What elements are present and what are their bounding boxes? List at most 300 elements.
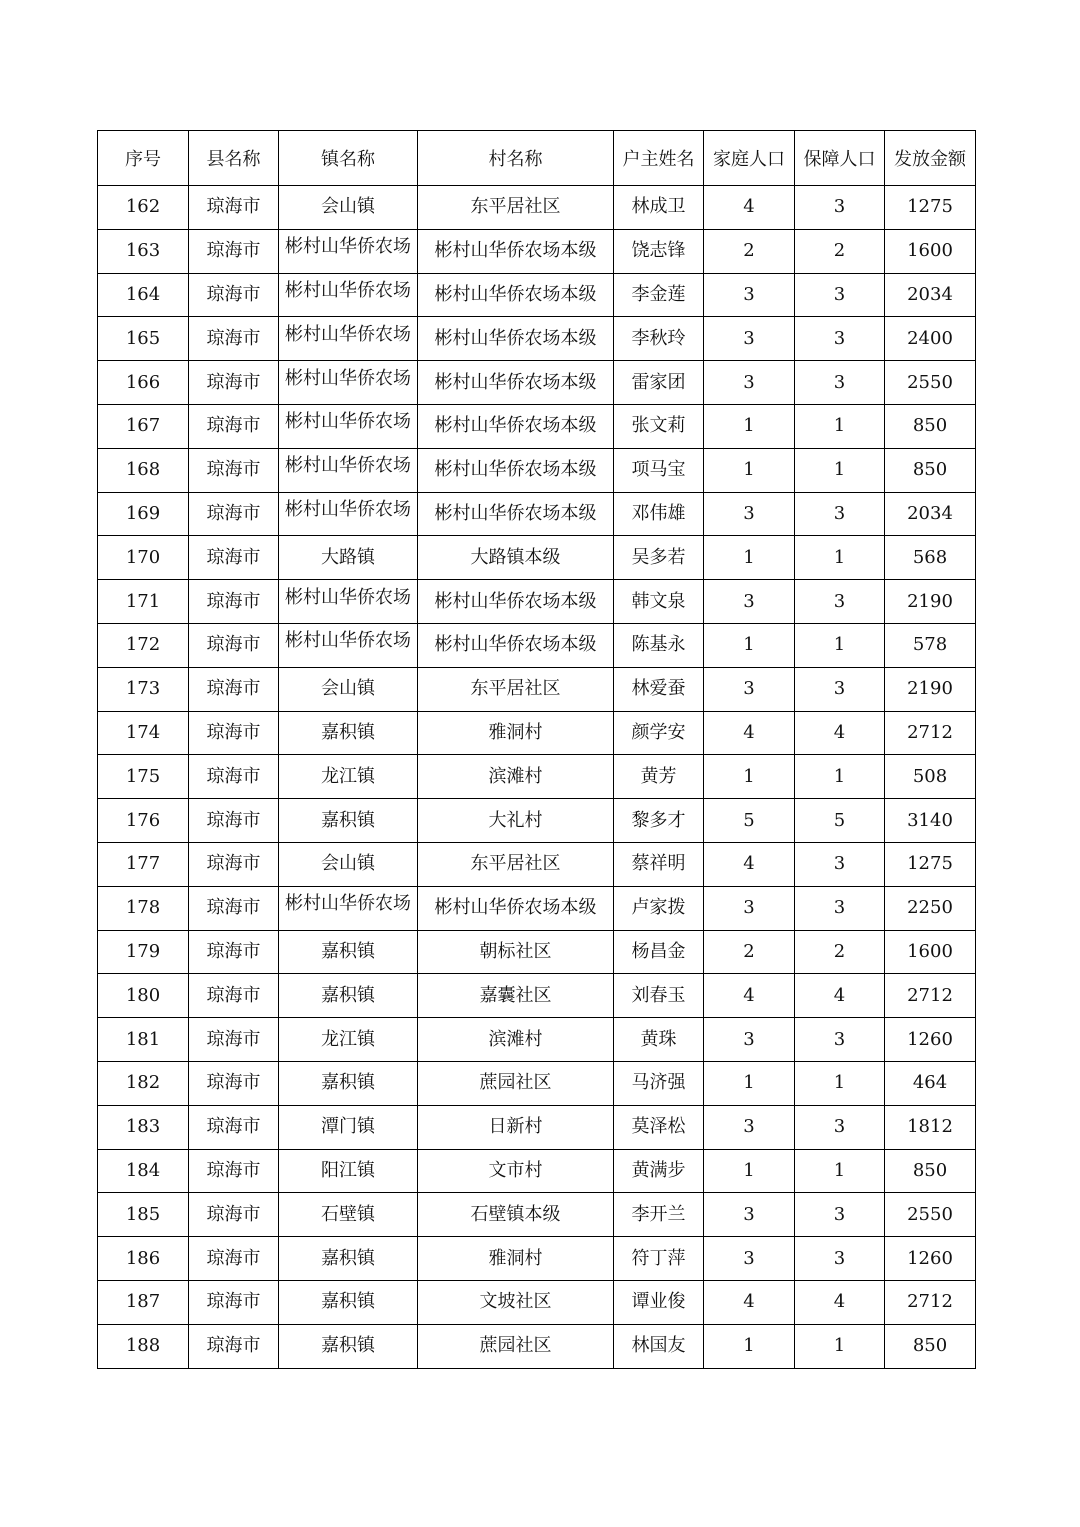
seq-text: 178 [125, 897, 161, 919]
cell-town [279, 842, 418, 886]
householder-text: 刘春玉 [631, 984, 686, 1006]
amount-text: 2712 [907, 721, 953, 743]
town-text: 嘉积镇 [321, 1072, 375, 1094]
householder-text: 雷家团 [631, 371, 686, 393]
cell-county [189, 317, 279, 361]
cell-amount [885, 1324, 976, 1368]
table-row [98, 623, 976, 667]
table-row [98, 886, 976, 930]
town-text: 龙江镇 [321, 1028, 375, 1050]
family-size-text: 3 [743, 502, 755, 524]
amount-text: 2190 [907, 678, 953, 700]
village-text: 彬村山华侨农场本级 [434, 590, 597, 612]
covered-size-text: 1 [833, 546, 846, 568]
family-size-text: 3 [743, 590, 755, 612]
seq-text: 187 [125, 1291, 161, 1313]
cell-family-size [704, 886, 795, 930]
cell-amount [885, 1018, 976, 1062]
cell-covered-size [795, 1237, 885, 1281]
householder-text: 黄芳 [640, 765, 677, 787]
amount-text: 850 [912, 1335, 948, 1357]
cell-amount [885, 667, 976, 711]
seq-text: 166 [125, 371, 161, 393]
cell-seq [98, 536, 189, 580]
family-size-text: 1 [743, 415, 755, 437]
cell-amount [885, 317, 976, 361]
town-text: 嘉积镇 [321, 940, 375, 962]
householder-text: 颜学安 [631, 721, 686, 743]
seq-text: 182 [125, 1072, 161, 1094]
table-row [98, 1280, 976, 1324]
cell-county [189, 755, 279, 799]
table-row [98, 580, 976, 624]
family-size-text: 5 [743, 809, 755, 831]
householder-text: 林成卫 [631, 196, 686, 218]
table-row [98, 186, 976, 230]
cell-householder [614, 361, 704, 405]
cell-town [279, 755, 418, 799]
cell-family-size [704, 1018, 795, 1062]
cell-family-size [704, 229, 795, 273]
cell-county [189, 361, 279, 405]
cell-amount [885, 1105, 976, 1149]
family-size-text: 1 [743, 546, 755, 568]
cell-county [189, 492, 279, 536]
cell-town [279, 361, 418, 405]
cell-town [279, 580, 418, 624]
village-text: 文市村 [488, 1159, 543, 1181]
cell-county [189, 667, 279, 711]
covered-size-text: 1 [833, 1072, 846, 1094]
cell-householder [614, 667, 704, 711]
cell-seq [98, 1018, 189, 1062]
covered-size-text: 3 [833, 590, 846, 612]
cell-householder [614, 1149, 704, 1193]
cell-seq [98, 448, 189, 492]
col-header-householder: 户主姓名 [614, 131, 704, 186]
county-text: 琼海市 [206, 240, 261, 262]
covered-size-text: 4 [833, 984, 846, 1006]
county-text: 琼海市 [206, 502, 261, 524]
cell-householder [614, 536, 704, 580]
cell-county [189, 1105, 279, 1149]
cell-amount [885, 842, 976, 886]
table-row [98, 1061, 976, 1105]
cell-amount [885, 361, 976, 405]
cell-village [418, 229, 614, 273]
seq-text: 180 [125, 984, 161, 1006]
cell-amount [885, 755, 976, 799]
seq-text: 170 [125, 546, 161, 568]
county-text: 琼海市 [206, 590, 261, 612]
table-row [98, 799, 976, 843]
cell-seq [98, 317, 189, 361]
householder-text: 李金莲 [631, 283, 686, 305]
householder-text: 李开兰 [631, 1203, 686, 1225]
county-text: 琼海市 [206, 1203, 261, 1225]
village-text: 彬村山华侨农场本级 [434, 502, 597, 524]
cell-seq [98, 404, 189, 448]
village-text: 蔗园社区 [479, 1072, 552, 1094]
amount-text: 1812 [907, 1116, 953, 1138]
county-text: 琼海市 [206, 1116, 261, 1138]
village-text: 文坡社区 [479, 1291, 552, 1313]
cell-seq [98, 974, 189, 1018]
householder-text: 马济强 [631, 1072, 686, 1094]
cell-amount [885, 273, 976, 317]
cell-householder [614, 1324, 704, 1368]
amount-text: 2550 [907, 371, 953, 393]
cell-amount [885, 930, 976, 974]
cell-village [418, 930, 614, 974]
cell-village [418, 842, 614, 886]
cell-village [418, 317, 614, 361]
cell-seq [98, 1193, 189, 1237]
town-text: 会山镇 [321, 196, 375, 218]
town-text: 阳江镇 [321, 1159, 375, 1181]
cell-householder [614, 492, 704, 536]
covered-size-text: 3 [833, 897, 846, 919]
householder-text: 符丁萍 [631, 1247, 686, 1269]
householder-text: 林爱蚕 [631, 678, 686, 700]
cell-county [189, 1061, 279, 1105]
table-row [98, 361, 976, 405]
cell-county [189, 1149, 279, 1193]
cell-covered-size [795, 755, 885, 799]
cell-village [418, 536, 614, 580]
cell-family-size [704, 536, 795, 580]
cell-householder [614, 580, 704, 624]
cell-seq [98, 667, 189, 711]
cell-town [279, 273, 418, 317]
amount-text: 2034 [907, 502, 953, 524]
cell-seq [98, 492, 189, 536]
householder-text: 谭业俊 [631, 1291, 686, 1313]
cell-town [279, 930, 418, 974]
cell-covered-size [795, 930, 885, 974]
cell-village [418, 361, 614, 405]
town-text: 大路镇 [321, 546, 375, 568]
cell-amount [885, 799, 976, 843]
cell-family-size [704, 317, 795, 361]
amount-text: 850 [912, 1159, 948, 1181]
col-header-family-size: 家庭人口 [704, 131, 795, 186]
family-size-text: 3 [743, 371, 755, 393]
cell-seq [98, 186, 189, 230]
family-size-text: 1 [743, 1072, 755, 1094]
amount-text: 578 [912, 634, 948, 656]
cell-amount [885, 1061, 976, 1105]
cell-town [279, 1237, 418, 1281]
cell-family-size [704, 667, 795, 711]
cell-family-size [704, 1149, 795, 1193]
family-size-text: 4 [743, 196, 755, 218]
cell-covered-size [795, 1193, 885, 1237]
town-text: 嘉积镇 [321, 1335, 375, 1357]
cell-covered-size [795, 229, 885, 273]
town-text: 彬村山华侨农场 [285, 498, 411, 520]
cell-covered-size [795, 404, 885, 448]
village-text: 滨滩村 [488, 765, 543, 787]
town-text: 彬村山华侨农场 [285, 455, 411, 477]
seq-text: 162 [125, 196, 161, 218]
cell-village [418, 1061, 614, 1105]
cell-village [418, 974, 614, 1018]
seq-text: 163 [125, 240, 161, 262]
cell-amount [885, 404, 976, 448]
cell-covered-size [795, 186, 885, 230]
amount-text: 2712 [907, 984, 953, 1006]
cell-family-size [704, 1280, 795, 1324]
amount-text: 2034 [907, 283, 953, 305]
col-header-amount: 发放金额 [885, 131, 976, 186]
table-header [98, 131, 976, 186]
family-size-text: 4 [743, 853, 755, 875]
county-text: 琼海市 [206, 371, 261, 393]
cell-town [279, 536, 418, 580]
householder-text: 黄珠 [640, 1028, 677, 1050]
cell-seq [98, 842, 189, 886]
cell-seq [98, 1061, 189, 1105]
village-text: 朝标社区 [479, 940, 552, 962]
county-text: 琼海市 [206, 634, 261, 656]
amount-text: 568 [912, 546, 948, 568]
cell-householder [614, 1061, 704, 1105]
cell-family-size [704, 580, 795, 624]
cell-seq [98, 1105, 189, 1149]
county-text: 琼海市 [206, 940, 261, 962]
cell-town [279, 1193, 418, 1237]
cell-householder [614, 799, 704, 843]
cell-village [418, 711, 614, 755]
householder-text: 黎多才 [631, 809, 686, 831]
village-text: 蔗园社区 [479, 1335, 552, 1357]
family-size-text: 4 [743, 1291, 755, 1313]
cell-town [279, 711, 418, 755]
town-text: 会山镇 [321, 853, 375, 875]
cell-covered-size [795, 1280, 885, 1324]
town-text: 潭门镇 [321, 1116, 375, 1138]
village-text: 彬村山华侨农场本级 [434, 240, 597, 262]
seq-text: 172 [125, 634, 161, 656]
covered-size-text: 3 [833, 283, 846, 305]
covered-size-text: 3 [833, 196, 846, 218]
cell-town [279, 1149, 418, 1193]
amount-text: 3140 [907, 809, 953, 831]
cell-covered-size [795, 1149, 885, 1193]
cell-amount [885, 623, 976, 667]
cell-county [189, 186, 279, 230]
county-text: 琼海市 [206, 678, 261, 700]
county-text: 琼海市 [206, 1028, 261, 1050]
cell-family-size [704, 1324, 795, 1368]
covered-size-text: 1 [833, 459, 846, 481]
table-row [98, 492, 976, 536]
cell-county [189, 448, 279, 492]
householder-text: 张文莉 [631, 415, 686, 437]
cell-town [279, 1324, 418, 1368]
cell-seq [98, 623, 189, 667]
county-text: 琼海市 [206, 853, 261, 875]
seq-text: 188 [125, 1335, 161, 1357]
amount-text: 2400 [907, 327, 953, 349]
seq-text: 165 [125, 327, 161, 349]
cell-village [418, 799, 614, 843]
seq-text: 179 [125, 940, 161, 962]
covered-size-text: 3 [833, 1116, 846, 1138]
amount-text: 1275 [907, 853, 953, 875]
cell-covered-size [795, 1061, 885, 1105]
cell-county [189, 229, 279, 273]
seq-text: 181 [125, 1028, 161, 1050]
town-text: 彬村山华侨农场 [285, 279, 411, 301]
town-text: 彬村山华侨农场 [285, 630, 411, 652]
cell-county [189, 930, 279, 974]
table-row [98, 755, 976, 799]
householder-text: 林国友 [631, 1335, 686, 1357]
town-text: 彬村山华侨农场 [285, 236, 411, 258]
cell-amount [885, 536, 976, 580]
table-body [98, 186, 976, 1369]
county-text: 琼海市 [206, 196, 261, 218]
cell-family-size [704, 273, 795, 317]
table-row [98, 1193, 976, 1237]
cell-town [279, 317, 418, 361]
covered-size-text: 4 [833, 721, 846, 743]
county-text: 琼海市 [206, 721, 261, 743]
cell-family-size [704, 623, 795, 667]
county-text: 琼海市 [206, 897, 261, 919]
col-header-seq: 序号 [98, 131, 189, 186]
cell-householder [614, 273, 704, 317]
cell-covered-size [795, 317, 885, 361]
cell-amount [885, 1280, 976, 1324]
cell-village [418, 667, 614, 711]
cell-family-size [704, 1105, 795, 1149]
family-size-text: 1 [743, 459, 755, 481]
family-size-text: 3 [743, 678, 755, 700]
cell-householder [614, 711, 704, 755]
cell-town [279, 1105, 418, 1149]
seq-text: 186 [125, 1247, 161, 1269]
family-size-text: 3 [743, 1247, 755, 1269]
county-text: 琼海市 [206, 327, 261, 349]
family-size-text: 4 [743, 721, 755, 743]
cell-county [189, 711, 279, 755]
cell-village [418, 1105, 614, 1149]
cell-covered-size [795, 1105, 885, 1149]
family-size-text: 3 [743, 897, 755, 919]
cell-seq [98, 580, 189, 624]
cell-seq [98, 361, 189, 405]
town-text: 嘉积镇 [321, 1291, 375, 1313]
cell-village [418, 1324, 614, 1368]
covered-size-text: 1 [833, 765, 846, 787]
householder-text: 李秋玲 [631, 327, 686, 349]
amount-text: 1260 [907, 1028, 953, 1050]
cell-town [279, 186, 418, 230]
amount-text: 464 [912, 1072, 948, 1094]
village-text: 大礼村 [488, 809, 543, 831]
householder-text: 莫泽松 [631, 1116, 686, 1138]
amount-text: 850 [912, 415, 948, 437]
cell-county [189, 536, 279, 580]
cell-family-size [704, 361, 795, 405]
cell-householder [614, 404, 704, 448]
cell-householder [614, 1237, 704, 1281]
cell-seq [98, 886, 189, 930]
cell-town [279, 799, 418, 843]
cell-county [189, 1018, 279, 1062]
cell-village [418, 186, 614, 230]
cell-county [189, 799, 279, 843]
seq-text: 168 [125, 459, 161, 481]
cell-village [418, 448, 614, 492]
family-size-text: 1 [743, 634, 755, 656]
village-text: 雅洞村 [488, 721, 543, 743]
covered-size-text: 1 [833, 415, 846, 437]
header-row [98, 131, 976, 186]
cell-village [418, 1237, 614, 1281]
cell-householder [614, 448, 704, 492]
cell-householder [614, 623, 704, 667]
village-text: 东平居社区 [470, 853, 561, 875]
cell-covered-size [795, 580, 885, 624]
cell-town [279, 1061, 418, 1105]
col-header-town: 镇名称 [279, 131, 418, 186]
amount-text: 1260 [907, 1247, 953, 1269]
cell-county [189, 886, 279, 930]
family-size-text: 3 [743, 1116, 755, 1138]
seq-text: 177 [125, 853, 161, 875]
cell-covered-size [795, 799, 885, 843]
table-row [98, 536, 976, 580]
cell-amount [885, 229, 976, 273]
county-text: 琼海市 [206, 809, 261, 831]
seq-text: 184 [125, 1159, 161, 1181]
village-text: 彬村山华侨农场本级 [434, 459, 597, 481]
town-text: 彬村山华侨农场 [285, 586, 411, 608]
seq-text: 169 [125, 502, 161, 524]
householder-text: 饶志锋 [631, 240, 686, 262]
cell-family-size [704, 711, 795, 755]
village-text: 滨滩村 [488, 1028, 543, 1050]
cell-family-size [704, 799, 795, 843]
amount-text: 2250 [907, 897, 953, 919]
cell-family-size [704, 492, 795, 536]
village-text: 东平居社区 [470, 678, 561, 700]
cell-covered-size [795, 448, 885, 492]
family-size-text: 1 [743, 765, 755, 787]
cell-amount [885, 186, 976, 230]
village-text: 彬村山华侨农场本级 [434, 283, 597, 305]
cell-householder [614, 1018, 704, 1062]
table-row [98, 404, 976, 448]
cell-seq [98, 1149, 189, 1193]
cell-family-size [704, 755, 795, 799]
table-row [98, 711, 976, 755]
town-text: 嘉积镇 [321, 984, 375, 1006]
cell-amount [885, 1149, 976, 1193]
cell-village [418, 623, 614, 667]
cell-amount [885, 886, 976, 930]
cell-seq [98, 711, 189, 755]
householder-text: 项马宝 [631, 459, 686, 481]
amount-text: 2550 [907, 1203, 953, 1225]
cell-village [418, 1149, 614, 1193]
cell-county [189, 1193, 279, 1237]
covered-size-text: 1 [833, 1335, 846, 1357]
